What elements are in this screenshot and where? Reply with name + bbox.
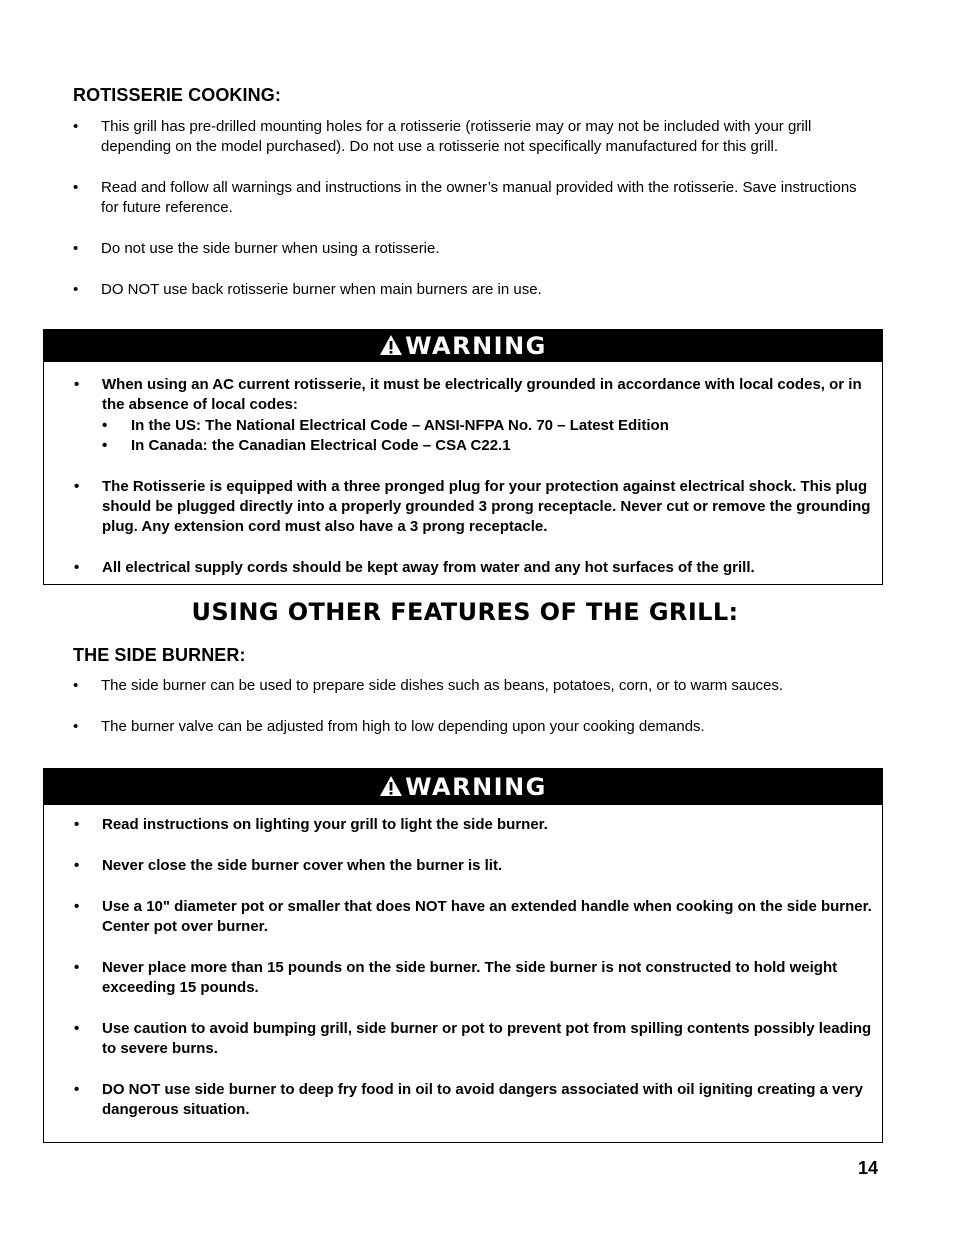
list-item: • The side burner can be used to prepare side dishes such as beans, potatoes, corn, or to warm sauces.: [73, 676, 863, 696]
list-item: • This grill has pre-drilled mounting holes for a rotisserie (rotisserie may or may not be included with your grill depending on the model purchased). Do not use a rotisserie not specifically manufactured for this grill.: [73, 117, 863, 158]
side-burner-warning-box: [43, 768, 883, 1143]
list-item: • In Canada: the Canadian Electrical Code – CSA C22.1: [102, 436, 882, 456]
warning-header: [44, 330, 882, 362]
list-item: • The Rotisserie is equipped with a three pronged plug for your protection against electrical shock. This plug should be plugged directly into a properly grounded 3 prong receptacle. Never cut or remove the grounding plug. Any extension cord must also have a 3 prong receptacle.: [44, 477, 882, 538]
list-item: • Use a 10" diameter pot or smaller that does NOT have an extended handle when cooking on the side burner. Center pot over burner.: [44, 897, 882, 938]
rotisserie-warning-list: [44, 375, 882, 578]
side-burner-heading: THE SIDE BURNER:: [73, 645, 246, 665]
rotisserie-warning-box: [43, 329, 883, 585]
warning-triangle-icon: [379, 334, 403, 361]
list-item: • All electrical supply cords should be kept away from water and any hot surfaces of the grill.: [44, 558, 882, 578]
list-item: • DO NOT use back rotisserie burner when main burners are in use.: [73, 280, 863, 300]
warning-header: [44, 769, 882, 805]
rotisserie-list: [73, 117, 863, 321]
features-title: USING OTHER FEATURES OF THE GRILL:: [191, 598, 739, 626]
list-item: [44, 375, 882, 456]
side-burner-list: [73, 676, 863, 758]
warning-label: WARNING: [405, 332, 547, 360]
list-item: • Read and follow all warnings and instructions in the owner’s manual provided with the rotisserie. Save instructions for future reference.: [73, 178, 863, 219]
list-item: • Read instructions on lighting your grill to light the side burner.: [44, 815, 882, 835]
rotisserie-heading: ROTISSERIE COOKING:: [73, 85, 281, 105]
list-item: • Never close the side burner cover when the burner is lit.: [44, 856, 882, 876]
warning-label: WARNING: [405, 773, 547, 801]
list-item: • In the US: The National Electrical Code – ANSI-NFPA No. 70 – Latest Edition: [102, 416, 882, 436]
side-burner-warning-list: [44, 815, 882, 1120]
list-item: • Do not use the side burner when using a rotisserie.: [73, 239, 863, 259]
warning-triangle-icon: [379, 775, 403, 802]
list-item: • The burner valve can be adjusted from high to low depending upon your cooking demands.: [73, 717, 863, 737]
list-item: • DO NOT use side burner to deep fry food in oil to avoid dangers associated with oil igniting creating a very dangerous situation.: [44, 1080, 882, 1121]
page-number: 14: [858, 1158, 879, 1178]
list-item: • Use caution to avoid bumping grill, side burner or pot to prevent pot from spilling contents possibly leading to severe burns.: [44, 1019, 882, 1060]
list-item: • Never place more than 15 pounds on the side burner. The side burner is not constructed to hold weight exceeding 15 pounds.: [44, 958, 882, 999]
list-item-text: When using an AC current rotisserie, it must be electrically grounded in accordance with local codes, or in the absence of local codes:: [102, 376, 862, 414]
code-list: [102, 416, 882, 457]
